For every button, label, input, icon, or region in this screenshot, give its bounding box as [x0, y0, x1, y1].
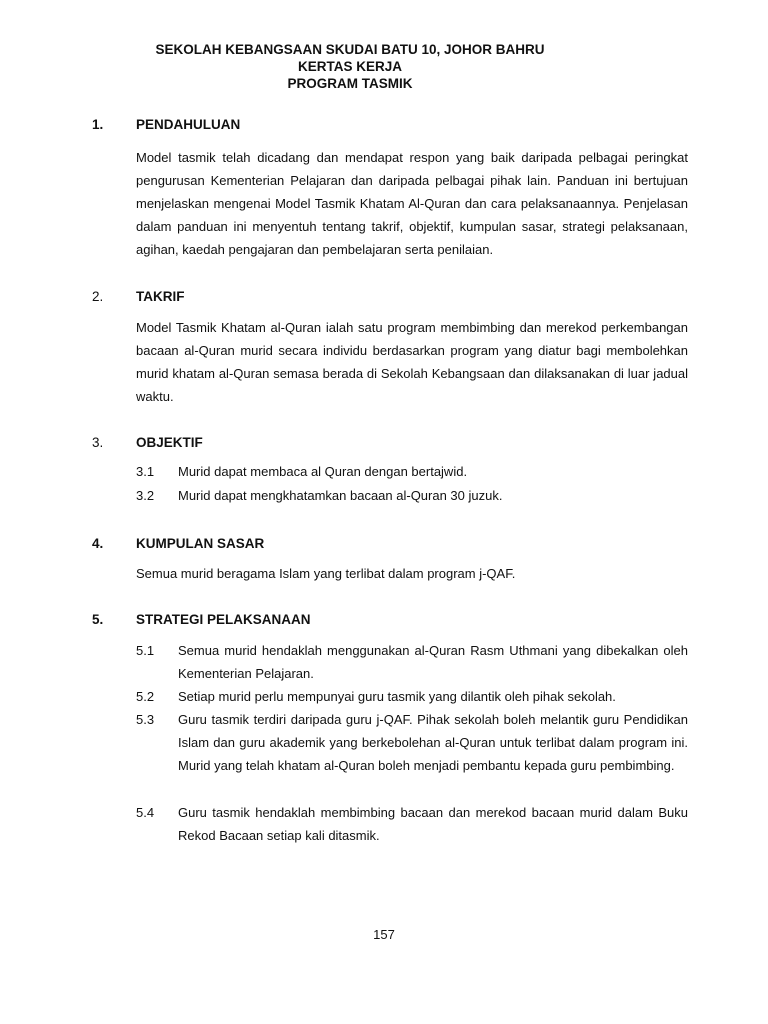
- section-2-paragraph: Model Tasmik Khatam al-Quran ialah satu program membimbing dan merekod perkembangan bacaan al-Quran murid secara individu berdasarkan program yang diatur bagi membolehkan murid khatam al-Quran semasa berada di Sekolah Kebangsaan dan dilaksanakan di luar jadual waktu.: [136, 320, 688, 404]
- section-5-number: 5.: [92, 612, 104, 627]
- strategy-5-2-text: Setiap murid perlu mempunyai guru tasmik yang dilantik oleh pihak sekolah.: [178, 689, 616, 704]
- section-2-title: TAKRIF: [136, 289, 185, 304]
- strategy-5-4-number: 5.4: [136, 805, 155, 820]
- section-1-paragraph: Model tasmik telah dicadang dan mendapat respon yang baik daripada pelbagai peringkat pengurusan Kementerian Pelajaran dan daripada pelbagai pihak lain. Panduan ini bertujuan menjelaskan mengenai Model Tasmik Khatam Al-Quran dan cara pelaksanaannya. Penjelasan dalam panduan ini menyentuh tentang takrif, objektif, kumpulan sasar, strategi pelaksanaan, agihan, kaedah pengajaran dan pembelajaran serta penilaian.: [136, 150, 688, 257]
- section-5-title: STRATEGI PELAKSANAAN: [136, 612, 311, 627]
- section-2-number: 2.: [92, 289, 104, 304]
- document-type-heading: KERTAS KERJA: [297, 59, 402, 74]
- section-1-number: 1.: [92, 117, 104, 132]
- section-4-number: 4.: [92, 536, 104, 551]
- strategy-5-1-text: Semua murid hendaklah menggunakan al-Quran Rasm Uthmani yang dibekalkan oleh Kementerian Pelajaran.: [178, 643, 688, 681]
- section-3-number: 3.: [92, 435, 104, 450]
- page-number: 157: [373, 927, 395, 942]
- strategy-5-3-number: 5.3: [136, 712, 155, 727]
- program-title-heading: PROGRAM TASMIK: [287, 76, 413, 91]
- section-4-paragraph: Semua murid beragama Islam yang terlibat dalam program j-QAF.: [136, 566, 516, 581]
- strategy-5-1-number: 5.1: [136, 643, 155, 658]
- objective-3-1-text: Murid dapat membaca al Quran dengan bertajwid.: [178, 464, 468, 479]
- school-name-heading: SEKOLAH KEBANGSAAN SKUDAI BATU 10, JOHOR BAHRU: [155, 42, 545, 57]
- objective-3-2-number: 3.2: [136, 488, 155, 503]
- strategy-5-2-number: 5.2: [136, 689, 155, 704]
- strategy-5-4-text: Guru tasmik hendaklah membimbing bacaan dan merekod bacaan murid dalam Buku Rekod Bacaan setiap kali ditasmik.: [178, 805, 688, 843]
- objective-3-1-number: 3.1: [136, 464, 155, 479]
- section-1-title: PENDAHULUAN: [136, 117, 241, 132]
- section-3-title: OBJEKTIF: [136, 435, 203, 450]
- section-4-title: KUMPULAN SASAR: [136, 536, 265, 551]
- objective-3-2-text: Murid dapat mengkhatamkan bacaan al-Quran 30 juzuk.: [178, 488, 503, 503]
- strategy-5-3-text: Guru tasmik terdiri daripada guru j-QAF. Pihak sekolah boleh melantik guru Pendidikan Islam dan guru akademik yang berkebolehan al-Quran untuk terlibat dalam program ini. Murid yang telah khatam al-Quran boleh menjadi pembantu kepada guru pembimbing.: [178, 712, 688, 773]
